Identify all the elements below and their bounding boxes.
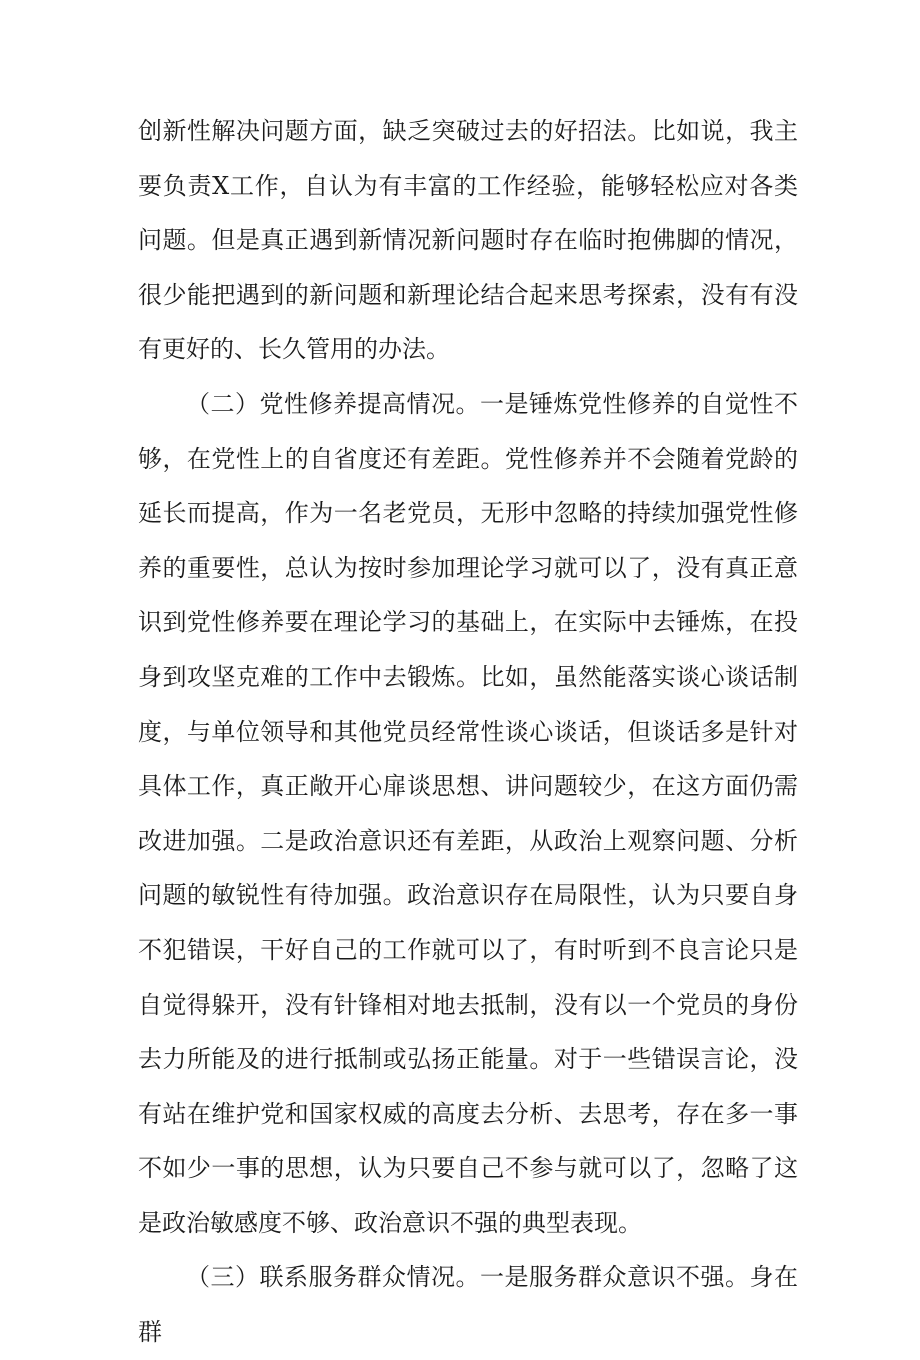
paragraph-continuation: 创新性解决问题方面，缺乏突破过去的好招法。比如说，我主要负责X工作，自认为有丰富的工作经验，能够轻松应对各类问题。但是真正遇到新情况新问题时存在临时抱佛脚的情况，很少能把遇到的新问题和新理论结合起来思考探索，没有有没有更好的、长久管用的办法。 xyxy=(138,117,798,364)
paragraph-party-spirit: （二）党性修养提高情况。一是锤炼党性修养的自觉性不够，在党性上的自省度还有差距。党性修养并不会随着党龄的延长而提高，作为一名老党员，无形中忽略的持续加强党性修养的重要性，总认为按时参加理论学习就可以了，没有真正意识到党性修养要在理论学习的基础上，在实际中去锤炼，在投身到攻坚克难的工作中去锻炼。比如，虽然能落实谈心谈话制度，与单位领导和其他党员经常性谈心谈话，但谈话多是针对具体工作，真正敞开心扉谈思想、讲问题较少，在这方面仍需改进加强。二是政治意识还有差距，从政治上观察问题、分析问题的敏锐性有待加强。政治意识存在局限性，认为只要自身不犯错误，干好自己的工作就可以了，有时听到不良言论只是自觉得躲开，没有针锋相对地去抵制，没有以一个党员的身份去力所能及的进行抵制或弘扬正能量。对于一些错误言论，没有站在维护党和国家权威的高度去分析、去思考，存在多一事不如少一事的思想，认为只要自己不参与就可以了，忽略了这是政治敏感度不够、政治意识不强的典型表现。 xyxy=(138,389,798,1237)
document-body xyxy=(138,104,798,1360)
paragraph-serving-masses: （三）联系服务群众情况。一是服务群众意识不强。身在群 xyxy=(138,1263,798,1347)
